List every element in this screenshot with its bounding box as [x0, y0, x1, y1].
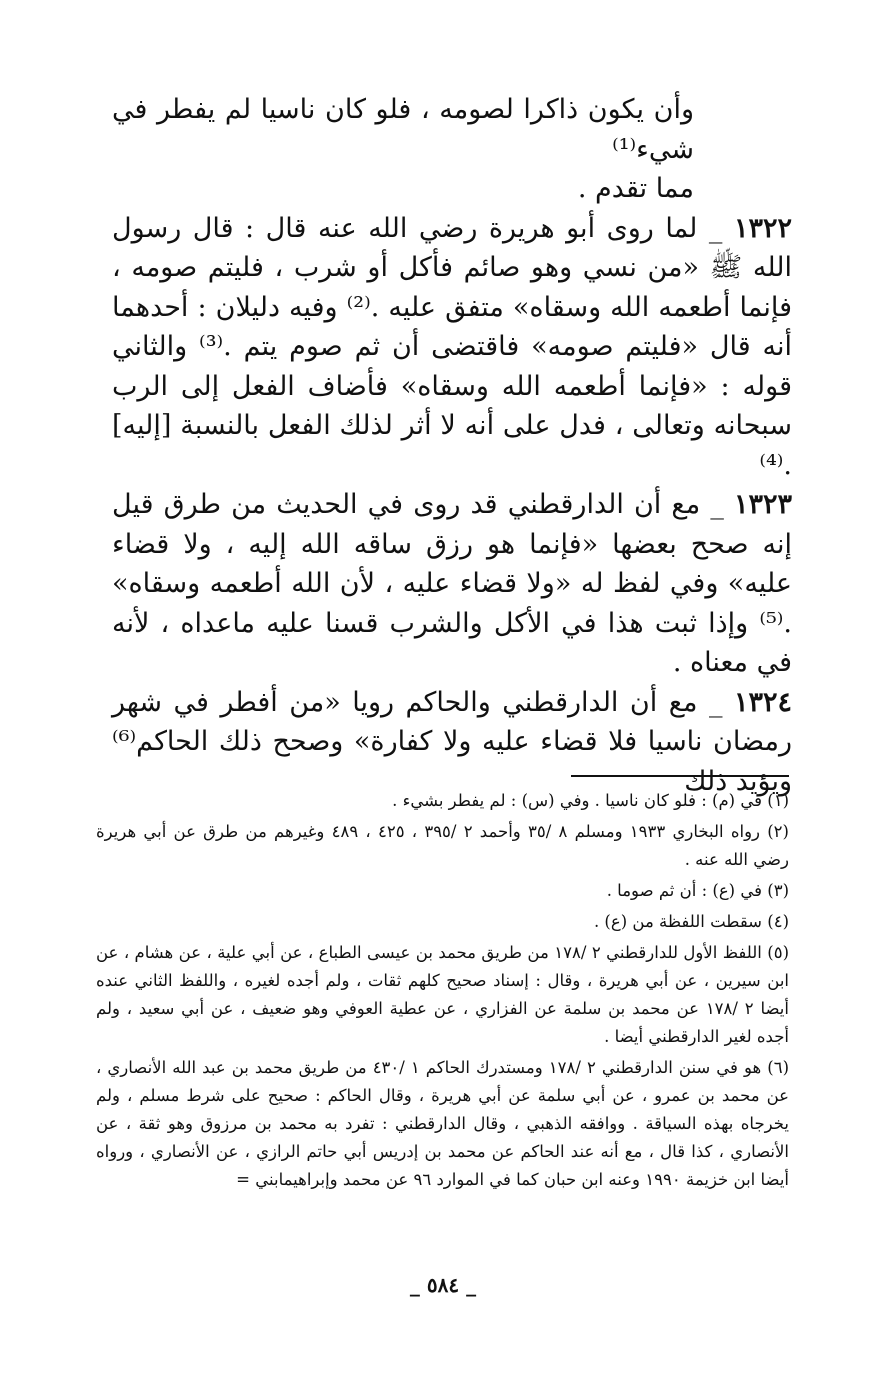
entry-number: ١٣٢٤	[733, 686, 792, 718]
page-number: _ ٥٨٤ _	[409, 1273, 477, 1297]
main-text	[112, 90, 792, 801]
entry-number: ١٣٢٢	[733, 212, 792, 244]
entry-1323	[112, 485, 792, 683]
footnote-separator	[571, 775, 789, 777]
footnote-3: (٣) في (ع) : أن ثم صوما .	[606, 881, 789, 900]
footnote-1: (١) في (م) : فلو كان ناسيا . وفي (س) : لم يفطر بشيء .	[392, 791, 789, 810]
entry-text: _ مع أن الدارقطني والحاكم رويا «من أفطر في شهر رمضان ناسيا فلا قضاء عليه ولا كفارة» وصحح ذلك الحاكم⁽⁶⁾ ويؤيد ذلك	[112, 686, 792, 797]
footnotes	[96, 787, 789, 1194]
footnote-4: (٤) سقطت اللفظة من (ع) .	[593, 912, 789, 931]
intro-line-2: مما تقدم .	[577, 173, 694, 204]
footnote-2: (٢) رواه البخاري ١٩٣٣ ومسلم ٨ /٣٥ وأحمد ٢ /٣٩٥ ، ٤٢٥ ، ٤٨٩ وغيرهم من طرق عن أبي هريرة رضي الله عنه .	[96, 822, 789, 869]
footnote-6: (٦) هو في سنن الدارقطني ٢ /١٧٨ ومستدرك الحاكم ١ /٤٣٠ من طريق محمد بن عبد الله الأنصاري ، عن محمد بن عمرو ، عن أبي سلمة عن أبي هريرة ، وقال الحاكم : صحيح على شرط مسلم ، ولم يخرجاه بهذه السياقة . ووافقه الذهبي ، وقال الدارقطني : تفرد به محمد بن مرزوق وهو ثقة ، عن الأنصاري ، كذا قال ، مع أنه عند الحاكم عن محمد بن إدريس أبي حاتم الرازي ، عن الأنصاري ، ورواه أيضا ابن خزيمة ١٩٩٠ وعنه ابن حبان كما في الموارد ٩٦ عن محمد وإبراهيمابني =	[96, 1058, 789, 1189]
footnote-5: (٥) اللفظ الأول للدارقطني ٢ /١٧٨ من طريق محمد بن عيسى الطباع ، عن أبي علية ، عن هشام ، عن ابن سيرين ، عن أبي هريرة ، وقال : إسناد صحيح كلهم ثقات ، ولم أجده لغيره ، واللفظ الثاني عنده أيضا ٢ /١٧٨ عن محمد بن سلمة عن الفزاري ، عن عطية العوفي وهو ضعيف ، عن أبي سعيد ، ولم أجده لغير الدارقطني أيضا .	[96, 943, 789, 1046]
entry-text: _ لما روى أبو هريرة رضي الله عنه قال : قال رسول الله ﷺ «من نسي وهو صائم فأكل أو شرب ، فليتم صومه ، فإنما أطعمه الله وسقاه» متفق عليه .⁽²⁾ وفيه دليلان : أحدهما أنه قال «فليتم صومه» فاقتضى أن ثم صوم يتم .⁽³⁾ والثاني قوله : «فإنما أطعمه الله وسقاه» فأضاف الفعل إلى الرب سبحانه وتعالى ، فدل على أنه لا أثر لذلك الفعل بالنسبة [إليه] .⁽⁴⁾	[112, 212, 793, 481]
intro-line-1: وأن يكون ذاكرا لصومه ، فلو كان ناسيا لم يفطر في شيء⁽¹⁾	[112, 94, 694, 165]
entry-1324	[112, 683, 792, 802]
entry-number: ١٣٢٣	[733, 489, 792, 520]
entry-text: _ مع أن الدارقطني قد روى في الحديث من طرق قيل إنه صحح بعضها «فإنما هو رزق ساقه الله إليه ، ولا قضاء عليه» وفي لفظ له «ولا قضاء عليه ، لأن الله أطعمه وسقاه» .⁽⁵⁾ وإذا ثبت هذا في الأكل والشرب قسنا عليه ماعداه ، لأنه في معناه .	[112, 489, 792, 678]
entry-1322	[112, 209, 792, 486]
